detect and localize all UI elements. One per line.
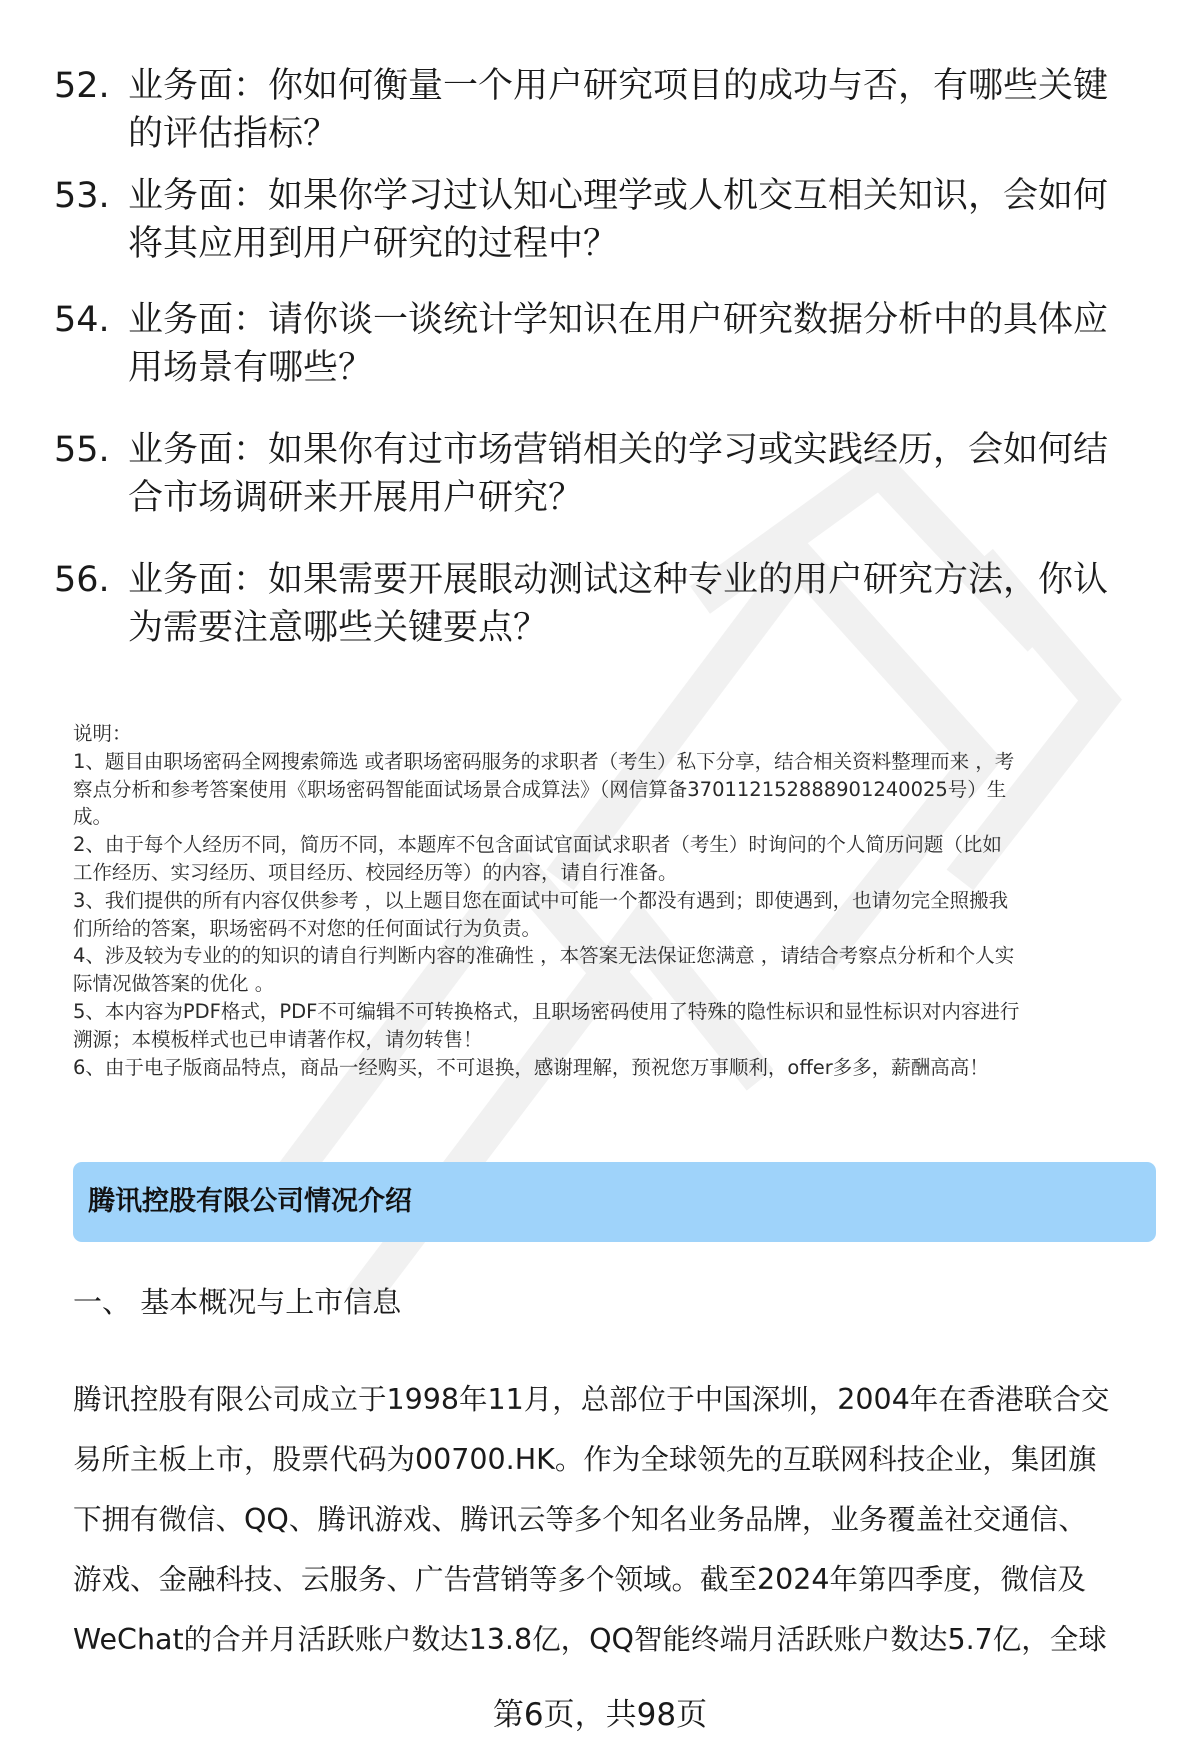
notes-line: 际情况做答案的优化 。 xyxy=(73,972,275,996)
question-text-line: 业务面：你如何衡量一个用户研究项目的成功与否，有哪些关键 xyxy=(128,66,1109,106)
paragraph-line: WeChat的合并月活跃账户数达13.8亿，QQ智能终端月活跃账户数达5.7亿，全球 xyxy=(73,1623,1107,1656)
notes-heading: 说明： xyxy=(73,722,132,745)
question-number: 55. xyxy=(54,430,110,470)
notes-line: 工作经历、实习经历、项目经历、校园经历等）的内容，请自行准备。 xyxy=(73,860,678,884)
company-intro-paragraph xyxy=(73,1370,1163,1670)
notes-line: 6、由于电子版商品特点，商品一经购买，不可退换，感谢理解，预祝您万事顺利，offer多多，薪酬高高！ xyxy=(73,1055,989,1079)
question-text-line: 合市场调研来开展用户研究？ xyxy=(128,478,584,518)
question-text-line: 业务面：如果需要开展眼动测试这种专业的用户研究方法，你认 xyxy=(128,560,1109,600)
question-item xyxy=(54,62,1144,158)
notes-line: 3、我们提供的所有内容仅供参考 ，以上题目您在面试中可能一个都没有遇到；即使遇到，也请勿完全照搬我 xyxy=(73,888,1009,912)
question-text-line: 业务面：如果你学习过认知心理学或人机交互相关知识，会如何 xyxy=(128,176,1109,216)
question-text-line: 业务面：请你谈一谈统计学知识在用户研究数据分析中的具体应 xyxy=(128,300,1109,340)
notes-line: 成。 xyxy=(73,805,113,829)
question-item xyxy=(54,426,1144,522)
question-number: 56. xyxy=(54,560,110,600)
section-heading-banner xyxy=(73,1162,1156,1242)
page-indicator: 第6页，共98页 xyxy=(492,1697,708,1733)
question-text-line: 为需要注意哪些关键要点？ xyxy=(128,608,549,648)
paragraph-line: 下拥有微信、QQ、腾讯游戏、腾讯云等多个知名业务品牌，业务覆盖社交通信、 xyxy=(73,1503,1087,1536)
notes-line: 察点分析和参考答案使用《职场密码智能面试场景合成算法》（网信算备37011215288890124002​5号）生 xyxy=(73,777,1007,801)
paragraph-line: 腾讯控股有限公司成立于1998年11月，总部位于中国深圳，2004年在香港联合交 xyxy=(73,1383,1110,1416)
question-text-line: 将其应用到用户研究的过程中？ xyxy=(128,224,619,264)
subsection-title: 一、 基本概况与上市信息 xyxy=(73,1285,402,1319)
question-number: 52. xyxy=(54,66,110,106)
question-item xyxy=(54,172,1144,268)
question-number: 53. xyxy=(54,176,110,216)
notes-line: 4、涉及较为专业的的知识的请自行判断内容的准确性 ，本答案无法保证您满意 ，请结合考察点分析和个人实 xyxy=(73,944,1015,968)
notes-line: 1、题目由职场密码全网搜索筛选 或者职场密码服务的求职者（考生）私下分享，结合相关资料整理而来 ，考 xyxy=(73,749,1015,773)
disclaimer-notes xyxy=(73,720,1163,1081)
question-item xyxy=(54,556,1144,652)
question-text-line: 用场景有哪些？ xyxy=(128,348,374,388)
paragraph-line: 易所主板上市，股票代码为00700.HK。作为全球领先的互联网科技企业，集团旗 xyxy=(73,1443,1097,1476)
question-item xyxy=(54,296,1144,392)
notes-line: 5、本内容为PDF格式，PDF不可编辑不可转换格式，且职场密码使用了特殊的隐性标识和显性标识对内容进行 xyxy=(73,999,1020,1023)
notes-line: 2、由于每个人经历不同，简历不同，本题库不包含面试官面试求职者（考生）时询问的个人简历问题（比如 xyxy=(73,833,1002,857)
notes-line: 溯源；本模板样式也已申请著作权，请勿转售！ xyxy=(73,1027,483,1051)
notes-line: 们所给的答案，职场密码不对您的任何面试行为负责。 xyxy=(73,916,542,940)
paragraph-line: 游戏、金融科技、云服务、广告营销等多个领域。截至2024年第四季度，微信及 xyxy=(73,1563,1087,1596)
question-text-line: 的评估指标？ xyxy=(128,114,339,154)
question-number: 54. xyxy=(54,300,110,340)
section-title: 腾讯控股有限公司情况介绍 xyxy=(88,1186,412,1217)
question-text-line: 业务面：如果你有过市场营销相关的学习或实践经历，会如何结 xyxy=(128,430,1109,470)
